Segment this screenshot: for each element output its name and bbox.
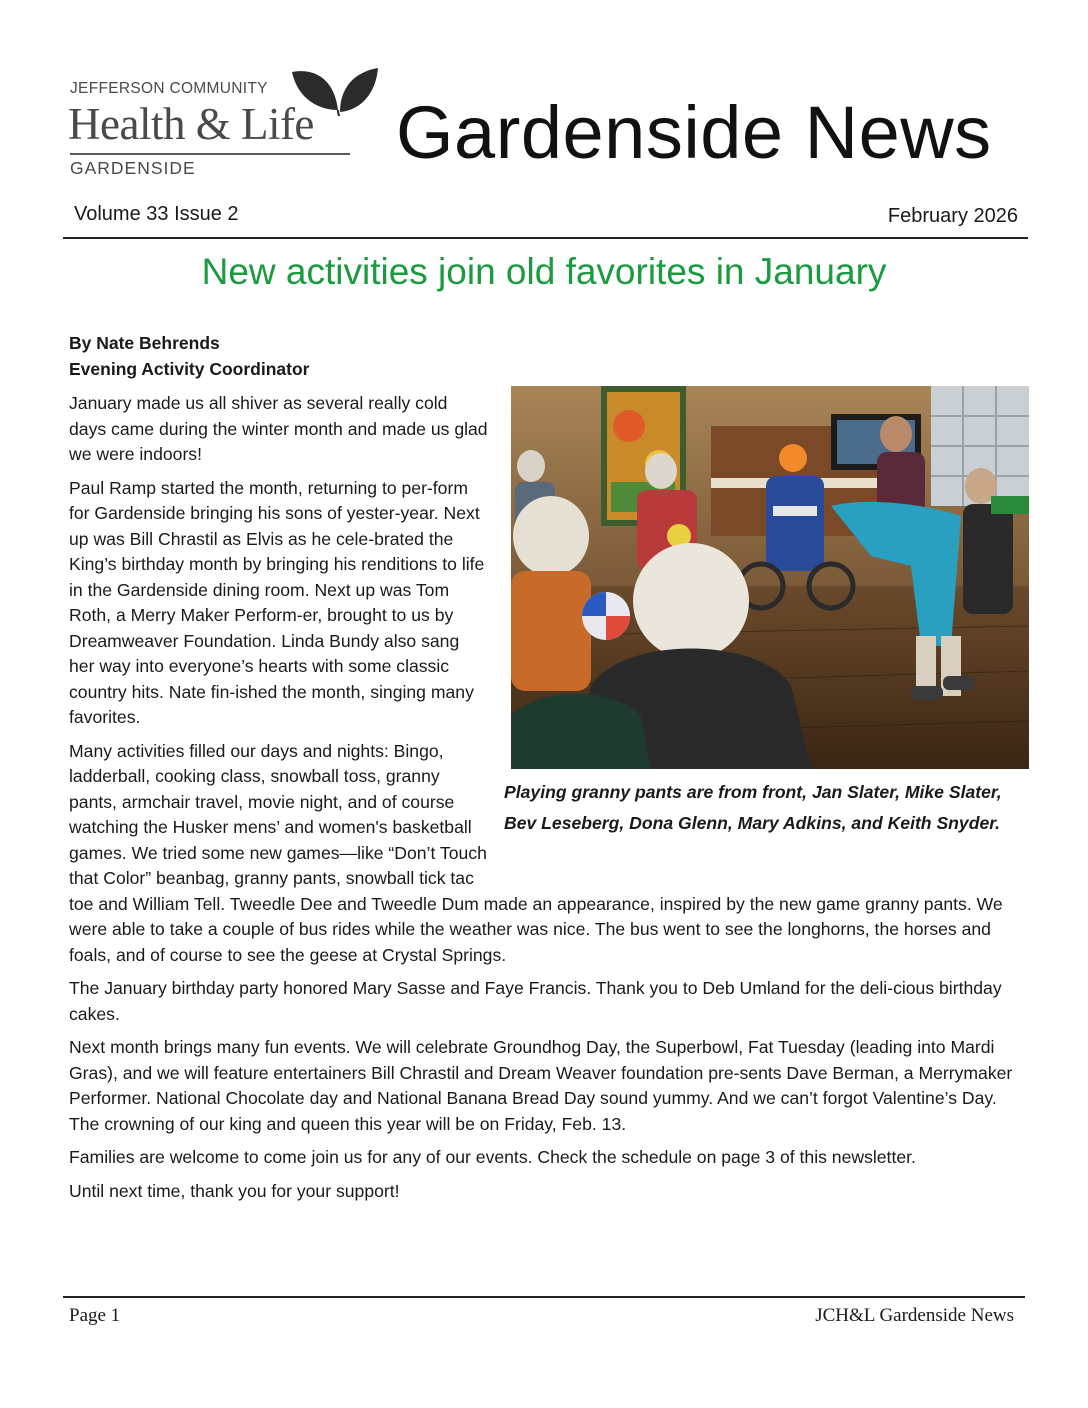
byline-role: Evening Activity Coordinator [69, 359, 310, 379]
organization-logo [68, 68, 380, 180]
page-number: Page 1 [69, 1305, 121, 1326]
article-paragraph: Paul Ramp started the month, returning to per-form for Gardenside bringing his sons of yester-year. Next up was Bill Chrastil as Elvis as he cele-brated the King’s birthday month by bringing his renditions to life in the Gardenside dining room. Next up was Tom Roth, a Merry Maker Perform-er, brought to us by Dreamweaver Foundation. Linda Bundy also sang her way into everyone’s hearts with some classic country hits. Nate fin-ished the month, singing many favorites. [69, 477, 485, 727]
newsletter-title: Gardenside News [396, 91, 992, 174]
article-paragraph: Families are welcome to come join us for any of our events. Check the schedule on page 3 of this newsletter. [69, 1147, 916, 1167]
article-paragraph: Next month brings many fun events. We will celebrate Groundhog Day, the Superbowl, Fat Tuesday (leading into Mardi Gras), and we will feature entertainers Bill Chrastil and Dream Weaver foundation pre-sents Dave Berman, a Merrymaker Performer. National Chocolate day and National Banana Bread Day sound yummy. And we can’t forgot Valentine’s Day. The crowning of our king and queen this year will be on Friday, Feb. 13. [69, 1037, 1013, 1134]
leaves-icon [290, 66, 380, 116]
volume-issue: Volume 33 Issue 2 [74, 203, 239, 225]
logo-line-1: JEFFERSON COMMUNITY [70, 80, 268, 97]
article-paragraph: Many activities filled our days and nights: Bingo, ladderball, cooking class, snowball toss, granny pants, armchair travel, movie night, and of course watching the Husker mens’ and women's basketball games. We tried some new games—like “Don’t Touch that Color” beanbag, granny pants, snowball tick tac toe and William Tell. Tweedle Dee and Tweedle Dum made an appearance, inspired by the new game granny pants. We were able to take a couple of bus rides while the weather was nice. The bus went to see the longhorns, the horses and foals, and of course to see the geese at Crystal Springs. [69, 740, 1003, 965]
granny-pants-photo [511, 386, 1029, 769]
publication-name: JCH&L Gardenside News [815, 1305, 1014, 1326]
article-paragraph: Until next time, thank you for your support! [69, 1180, 400, 1201]
logo-line-3: GARDENSIDE [70, 158, 196, 178]
article-body [69, 391, 1019, 1212]
article-headline: New activities join old favorites in January [201, 251, 887, 292]
article-paragraph: The January birthday party honored Mary Sasse and Faye Francis. Thank you to Deb Umland for the deli-cious birthday cakes. [69, 978, 1002, 1024]
masthead-divider [63, 237, 1028, 239]
activity-photo [511, 386, 1029, 769]
byline [69, 330, 310, 382]
footer-divider [63, 1296, 1025, 1298]
article-paragraph: January made us all shiver as several really cold days came during the winter month and made us glad we were indoors! [69, 393, 488, 464]
photo-caption: Playing granny pants are from front, Jan Slater, Mike Slater, Bev Leseberg, Dona Glenn, Mary Adkins, and Keith Snyder. [504, 782, 1002, 833]
photo-figure [498, 386, 1029, 874]
logo-divider [70, 153, 350, 155]
logo-line-2: Health & Life [68, 99, 314, 149]
byline-author: By Nate Behrends [69, 333, 220, 353]
issue-date: February 2026 [887, 205, 1018, 227]
